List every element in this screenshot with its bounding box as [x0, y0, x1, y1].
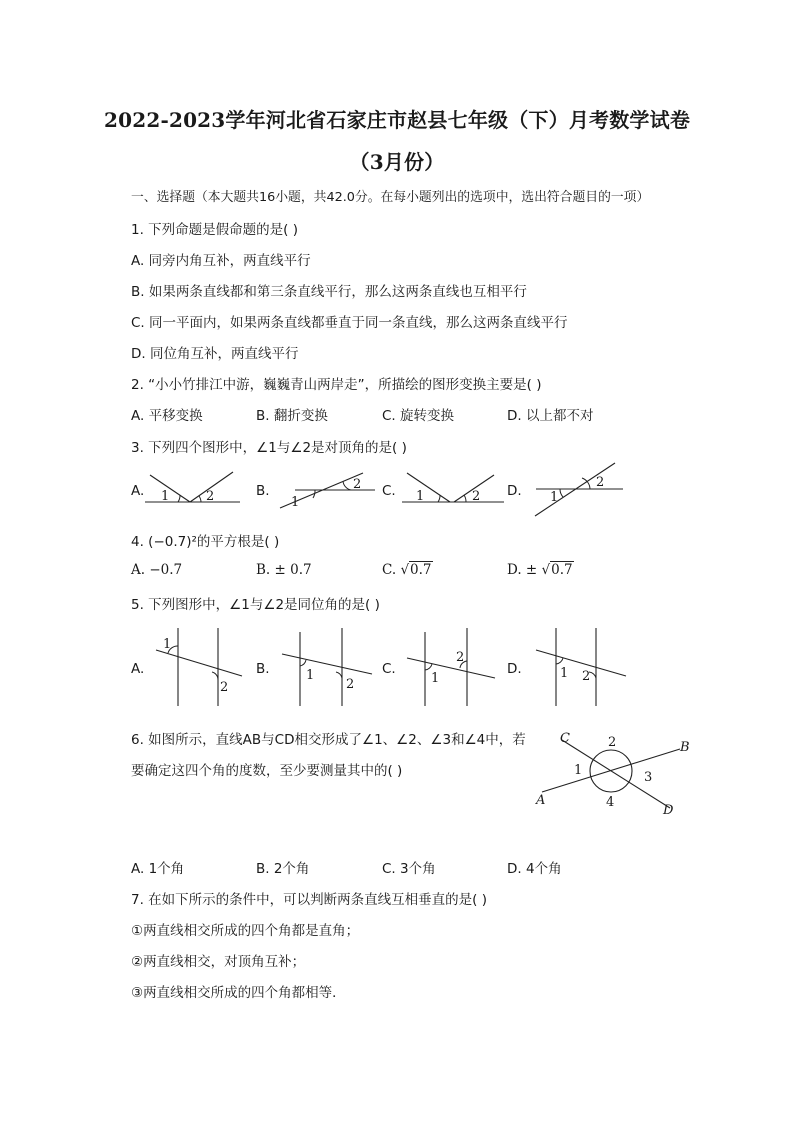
q4-option-d: [507, 562, 574, 578]
q1-option-b: B. 如果两条直线都和第三条直线平行，那么这两条直线也互相平行: [131, 284, 527, 300]
q6-angle-2-label: 2: [608, 735, 617, 750]
q2-stem: 2. “小小竹排江中游，巍巍青山两岸走”，所描绘的图形变换主要是( ): [131, 377, 542, 393]
q4-option-b: B. ± 0.7: [256, 562, 312, 578]
q7-condition-1: ①两直线相交所成的四个角都是直角；: [131, 923, 360, 939]
q5d-angle-1-label: 1: [560, 666, 569, 681]
q6-stem-line2: 要确定这四个角的度数，至少要测量其中的( ): [131, 763, 403, 779]
q4-option-c-radicand: 0.7: [410, 562, 432, 578]
q5d-angle-2-label: 2: [582, 669, 591, 684]
q3-option-d: D.: [507, 483, 522, 499]
q3-option-a: A.: [131, 483, 145, 499]
q5-option-a: A.: [131, 661, 145, 677]
q3-figure-b: [275, 470, 375, 520]
q5-figure-b: [280, 628, 380, 708]
q3b-angle-1-label: 1: [291, 495, 300, 510]
q1-option-c: C. 同一平面内，如果两条直线都垂直于同一条直线，那么这两条直线平行: [131, 315, 568, 331]
q3-stem: 3. 下列四个图形中，∠1与∠2是对顶角的是( ): [131, 440, 407, 456]
q3-figure-a: [145, 465, 245, 515]
q5-figure-a: [150, 628, 250, 708]
q6-angle-1-label: 1: [574, 763, 583, 778]
q2-option-a: A. 平移变换: [131, 408, 203, 424]
q3c-angle-2-label: 2: [472, 489, 481, 504]
q1-option-a: A. 同旁内角互补，两直线平行: [131, 253, 311, 269]
q6-point-b: B: [680, 740, 690, 755]
q6-angle-4-label: 4: [606, 795, 615, 810]
q3a-angle-2-label: 2: [206, 489, 215, 504]
q3d-angle-2-label: 2: [596, 475, 605, 490]
q1-stem: 1. 下列命题是假命题的是( ): [131, 222, 298, 238]
q6-point-d: D: [663, 803, 674, 818]
q2-option-d: D. 以上都不对: [507, 408, 594, 424]
q2-option-b: B. 翻折变换: [256, 408, 328, 424]
q6-stem-line1: 6. 如图所示，直线AB与CD相交形成了∠1、∠2、∠3和∠4中，若: [131, 732, 526, 748]
q6-angle-3-label: 3: [644, 770, 653, 785]
exam-title: 2022-2023学年河北省石家庄市赵县七年级（下）月考数学试卷: [103, 108, 691, 132]
q4-option-d-prefix: D. ±: [507, 562, 542, 578]
q6-option-b: B. 2个角: [256, 861, 310, 877]
q5a-angle-2-label: 2: [220, 680, 229, 695]
q7-stem: 7. 在如下所示的条件中，可以判断两条直线互相垂直的是( ): [131, 892, 487, 908]
q3-option-c: C.: [382, 483, 396, 499]
q1-option-d: D. 同位角互补，两直线平行: [131, 346, 299, 362]
q5-figure-d: [530, 628, 630, 708]
q4-option-a: A. −0.7: [131, 562, 183, 578]
q5b-angle-1-label: 1: [306, 668, 315, 683]
q6-option-c: C. 3个角: [382, 861, 436, 877]
q5c-angle-2-label: 2: [456, 650, 465, 665]
q5-option-b: B.: [256, 661, 270, 677]
q6-figure: [530, 726, 700, 821]
q5c-angle-1-label: 1: [431, 671, 440, 686]
sqrt-icon: √: [541, 562, 551, 578]
q6-option-d: D. 4个角: [507, 861, 562, 877]
q6-option-a: A. 1个角: [131, 861, 185, 877]
exam-subtitle: （3月份）: [349, 150, 445, 174]
q7-condition-3: ③两直线相交所成的四个角都相等．: [131, 985, 346, 1001]
q3a-angle-1-label: 1: [161, 489, 170, 504]
q2-option-c: C. 旋转变换: [382, 408, 455, 424]
sqrt-icon: √: [400, 562, 410, 578]
q5-option-d: D.: [507, 661, 522, 677]
q3-option-b: B.: [256, 483, 270, 499]
q7-condition-2: ②两直线相交，对顶角互补；: [131, 954, 306, 970]
q3-figure-c: [402, 465, 507, 515]
q4-option-c: [382, 562, 433, 578]
q4-option-d-radicand: 0.7: [551, 562, 573, 578]
q5b-angle-2-label: 2: [346, 677, 355, 692]
q3b-angle-2-label: 2: [353, 477, 362, 492]
q4-option-c-prefix: C.: [382, 562, 401, 578]
q4-stem: 4. (−0.7)²的平方根是( ): [131, 534, 280, 550]
section-heading: 一、选择题（本大题共16小题，共42.0分。在每小题列出的选项中，选出符合题目的一项）: [131, 190, 650, 205]
q6-point-c: C: [560, 731, 570, 746]
q6-point-a: A: [536, 793, 546, 808]
q3c-angle-1-label: 1: [416, 489, 425, 504]
q5-stem: 5. 下列图形中，∠1与∠2是同位角的是( ): [131, 597, 380, 613]
q5a-angle-1-label: 1: [163, 637, 172, 652]
q5-option-c: C.: [382, 661, 396, 677]
q5-figure-c: [405, 628, 505, 708]
q3d-angle-1-label: 1: [550, 490, 559, 505]
q3-figure-d: [530, 462, 630, 518]
